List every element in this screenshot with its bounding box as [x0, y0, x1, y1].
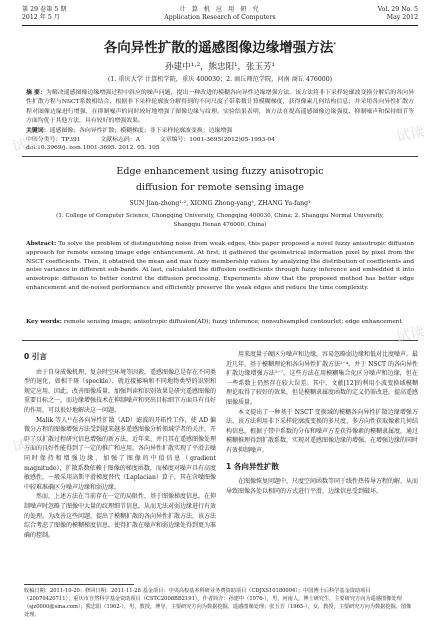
header-journal: [22, 6, 418, 22]
abstract-en-text: To solve the problem of distinguishing noise from weak edges, this paper proposed a novel fuzzy anisotropic diffusion approach for remote sensing image edge enhancement. At first, it gathered the geometrical information pixel by pixel from the NSCT coefficients. Then, it obtained the mean and max fuzzy membership values by analyzing the distribution of coefficients and noise variance in different sub-bands. At last, calculated the diffusion coefficients through fuzzy inference and embedded it into anisotropic diffusion to better control the diffusion processing. Experiments show that the proposed method has better edge enhancement and de-noised performance and efficiently preserve the weak edges and reduce the time complexity.: [26, 241, 414, 291]
paragraph: 本文提出了一种基于 NSCT 变换域的模糊各向异性扩散边缘增强方法。该方法利用非下采样轮廓波变换的多尺度、多方向性获取像素几何结构信息，根据子带中系数的分布和噪声方差获得像素的模糊隶属度，通过模糊推理得到扩散系数，实现对遥感图像边缘的增强，在增强边缘的同时有效抑制噪声。: [226, 408, 418, 454]
affiliation-en: (1. College of Computer Science, Chongqing University, Chongqing 400030, China; 2. Shangqiu Normal University, Shangqiu Henan 476000, China): [56, 213, 384, 228]
document-code: 文献标志码：A: [100, 137, 140, 143]
authors-en: SUN Jian-zhong¹·², XIONG Zhong-yang¹, ZHANG Yu-fang¹: [129, 200, 311, 207]
title-cn-text: 各向异性扩散的遥感图像边缘增强方法: [103, 40, 334, 56]
journal-name-cn: 计 算 机 应 用 研 究: [179, 6, 261, 13]
paragraph: 用来度量子硬区分噪声和边缘，容易忽略弱边缘和低对比度噪声。最近几年，基于模糊理论和各向异性扩散方法²⁻⁴，并于 NSCT 的各向异性扩散边缘增强方法⁵⁻⁷。这些方法在用模糊集合化区分噪声和边缘，但在一些系数上仍然存在较大误差。其中，文献[12]的利用小波变换域模糊理论取得了较好的效果，但是模糊隶属度函数的定义仍需改进，提高遥感图像质量。: [226, 351, 418, 406]
title-en-line1: Edge enhancement using fuzzy anisotropic: [116, 166, 324, 177]
running-header: [22, 6, 418, 30]
header-volume: 第 29 卷第 5 期: [22, 6, 67, 13]
abstract-en: [26, 240, 414, 293]
body-column-left: [24, 350, 216, 582]
paragraph: 在图像恢复问题中，尺度空间函数等同于线性热传导方程的解，从而导致图像各处以相同的方式进行平滑，边缘信息受到破坏。: [226, 478, 418, 495]
header-date: 2012 年 5 月: [22, 14, 60, 21]
header-vol-no: Vol. 29 No. 5: [377, 6, 418, 13]
abstract-cn: [26, 88, 414, 126]
title-cn: [0, 36, 440, 56]
divider-rule: [22, 156, 418, 157]
keywords-en: [26, 318, 414, 327]
watermark-text: 试读: [395, 123, 426, 146]
watermark-stamp: [6, 125, 62, 159]
authors-cn: 孙建中¹·²，熊忠阳¹，张玉芳¹: [165, 62, 275, 72]
watermark-text: 试读: [11, 133, 42, 156]
header-rule: [22, 25, 418, 26]
title-en: [0, 164, 440, 196]
footnote: 收稿日期：2011-10-20；修回日期：2011-11-28 基金项目：中央高校基本科研业务费资助项目（CDJXS10180004）；中国博士后科学基金资助项目（20070420711）；重庆市自然科学基金资助项目（CSTC2008BB2191）。作者简介：孙建中（1976-），男，河南人，博士研究生，主要研究方向为遥感图像处理（sjz0000@sina.com）；熊忠阳（1962-），男，教授，博导，主要研究方向为数据挖掘、遥感图像处理；张玉芳（1965-），女，教授，主要研究方向为数据挖掘、图像处理。: [24, 588, 412, 618]
article-number: 文章编号：1001-3695(2012)05-1993-04: [159, 137, 275, 143]
classification-line: [26, 136, 414, 145]
footnote-rule: [24, 584, 134, 585]
body-column-right: [226, 350, 418, 582]
watermark-text: 试读: [11, 433, 42, 456]
paragraph: Malik 等人¹¹在各向异性扩散（AD）滤波的开拓性工作，使 AD 偏微分方程的图像增强方法受到越来越多遥感图像分析领域学者的关注，开辟了以扩散过程研究信息增强的新方法，近年来，并且其在遥感图像处理方面的良好性能得到了一定的推广和应用。各向异性扩散实现了平滑去噪同时保持和增强边缘，加强了图像的中值信息（gradient magnitude），扩散系数依赖于图像的梯度函数，而梯度对噪声具有高度敏感性，一般采用高斯平滑梯度替代（Laplacian）算子，其在含噪图像中较难准确区分噪声边缘和弱边缘。: [24, 416, 216, 491]
header-month: May 2012: [386, 14, 418, 21]
section-heading-intro: 0 引言: [24, 352, 47, 361]
doi: doi:10.3969/j. issn.1001-3695. 2012. 05. 105: [26, 145, 160, 151]
keywords-cn: [26, 126, 414, 136]
keywords-en-text: remote sensing image; anisotropic diffusion(AD); fuzzy inference; nonsubsampled contourlet; edge enhancement: [63, 319, 402, 325]
clc-number: 中图分类号：TP391: [26, 137, 81, 143]
abstract-cn-text: 为解决遥感图像边缘增强过程中斜应的噪声问题，提出一种改进的模糊各向异性边缘增强方法。该方法将非下采样轮廓波变换分解后的各向异性扩散方程与NSCT系数相结合，根据非下采样轮廓波分解得到的不同尺度子带系数计算模糊梯度，获得像素几何结构信息；并采用各向异性扩散方程对图像边缘进行增强，在抑制噪声的同时较好地增强了图像边缘与纹理。实验结果表明，该方法在提高遥感图像边缘强度、抑制噪声和保持细节等方面均优于其他方法，具有较好的增强效果。: [26, 90, 414, 124]
watermark-text: 试读: [395, 323, 426, 346]
section-heading-diffusion: 1 各向异性扩散: [226, 461, 279, 471]
paragraph: 然而，上述方法在当前存在一定的局限性，基于图像梯度信息，在抑制噪声时忽略了图像中大量的纹理细节信息，从而无法对弱边缘进行有效的处理。为改善这些问题，提出了模糊扩散的各向异性扩散方法，该方法综合考虑了图像的模糊梯度信息，使得扩散在噪声和弱边缘处得到更为准确的控制。: [24, 493, 216, 539]
journal-name-en: Application Research of Computers: [164, 14, 276, 21]
keywords-cn-label: 关键词：: [26, 127, 50, 134]
paragraph: 由于自身成像机理、复杂时空环境等因素，遥感图像总是存在不同类型的退化，如相干斑（speckle）、就近接影响和不同地物类型的识别和规定应用。因此，改善图像质量，加强判读和识别效果是研究遥感图像的重要目标之一，而边缘增强技术在抑制噪声和突出目标细节方面具有良好的作用，可以很好地解决这一问题。: [24, 368, 216, 414]
abstract-cn-label: 摘 要：: [26, 89, 46, 96]
keywords-en-label: Key words:: [26, 318, 62, 325]
abstract-en-label: Abstract:: [26, 240, 57, 247]
keywords-cn-text: 遥感图像；各向异性扩散；模糊梯度；非下采样轮廓波变换；边缘增强: [49, 128, 233, 134]
header-volume-en: [378, 6, 418, 22]
body-rule: [22, 340, 418, 341]
title-footnote-mark: *: [333, 41, 337, 49]
title-en-line2: diffusion for remote sensing image: [135, 182, 305, 193]
affiliation-cn: (1. 重庆大学 计算机学院，重庆 400030；2. 商丘师范学院，河南 商丘 476000): [107, 76, 333, 83]
